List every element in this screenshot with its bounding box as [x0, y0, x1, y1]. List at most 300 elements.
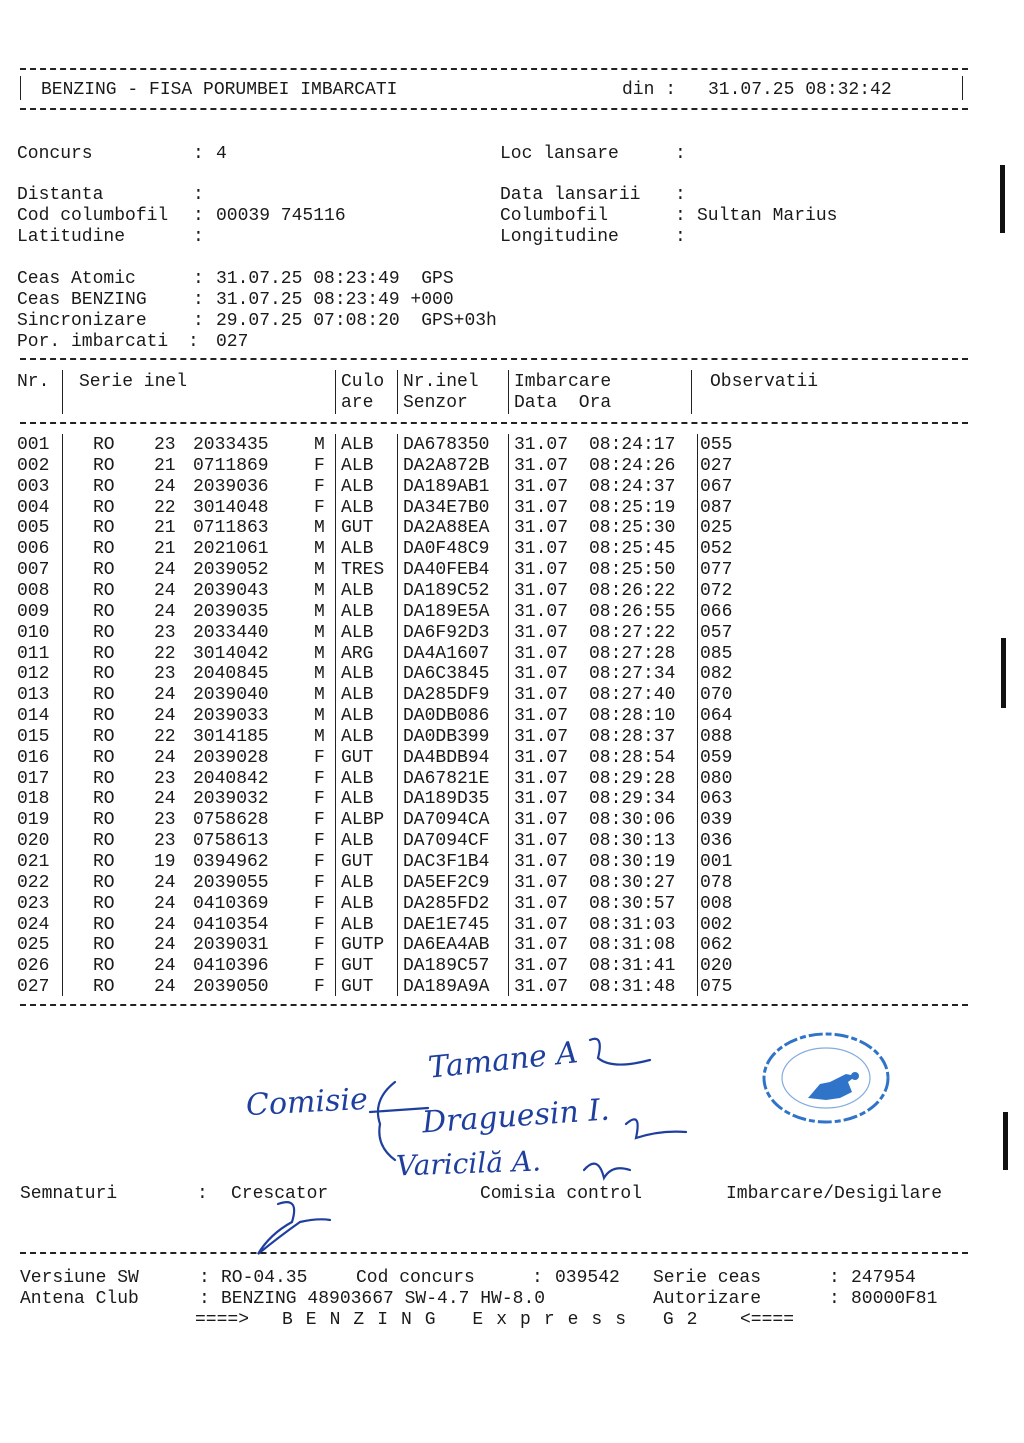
row-ring: 2039050	[193, 977, 269, 998]
latitudine-label: Latitudine	[17, 227, 126, 247]
cod-columbofil-label: Cod columbofil	[17, 206, 169, 226]
scan-mark	[1001, 638, 1006, 708]
sincronizare-label: Sincronizare	[17, 311, 147, 331]
row-sex: F	[314, 789, 325, 810]
row-date: 31.07	[514, 435, 569, 455]
row-obs: 070	[700, 685, 733, 706]
row-ring: 2039031	[193, 935, 269, 956]
row-sensor: DA6C3845	[403, 664, 490, 685]
row-ring: 2039035	[193, 601, 269, 622]
row-color: ARG	[341, 643, 374, 664]
row-year: 23	[154, 768, 176, 789]
row-ring: 0711869	[193, 455, 269, 476]
row-country: RO	[93, 914, 115, 935]
row-color: GUTP	[341, 935, 385, 956]
row-sensor: DA2A88EA	[403, 518, 490, 539]
row-time: 08:28:10	[589, 706, 676, 727]
row-ring: 3014048	[193, 497, 269, 518]
row-color: ALB	[341, 726, 374, 747]
row-sensor: DA6EA4AB	[403, 935, 490, 956]
row-sex: M	[314, 643, 325, 664]
row-obs: 039	[700, 810, 733, 831]
row-ring: 2021061	[193, 539, 269, 560]
row-ring: 3014185	[193, 726, 269, 747]
row-time: 08:28:37	[589, 726, 676, 747]
row-country: RO	[93, 831, 115, 852]
row-obs: 082	[700, 664, 733, 685]
row-sensor: DA189D35	[403, 789, 490, 810]
row-date: 31.07	[514, 560, 569, 581]
row-sex: M	[314, 560, 325, 581]
handwriting-comisie: Comisie	[245, 1081, 369, 1124]
row-color: GUT	[341, 747, 374, 768]
row-time: 08:26:55	[589, 601, 676, 622]
row-ring: 2039052	[193, 560, 269, 581]
row-nr: 023	[17, 893, 50, 914]
row-sex: F	[314, 768, 325, 789]
row-sensor: DA285DF9	[403, 685, 490, 706]
row-year: 24	[154, 685, 176, 706]
row-year: 19	[154, 852, 176, 872]
row-sensor: DA4A1607	[403, 643, 490, 664]
row-ring: 0711863	[193, 518, 269, 539]
row-nr: 022	[17, 872, 50, 893]
row-time: 08:24:26	[589, 455, 676, 476]
arrow-left: ====>	[195, 1310, 250, 1330]
row-sensor: DA0DB399	[403, 726, 490, 747]
col-observatii-header: Observatii	[710, 372, 819, 392]
row-year: 24	[154, 893, 176, 914]
row-nr: 020	[17, 831, 50, 852]
col-nrinel-header-2: Senzor	[403, 393, 468, 413]
antena-club-label: Antena Club	[20, 1289, 139, 1309]
row-sensor: DA5EF2C9	[403, 872, 490, 893]
row-color: ALB	[341, 768, 374, 789]
row-ring: 2040845	[193, 664, 269, 685]
row-sensor: DA189AB1	[403, 476, 490, 497]
row-date: 31.07	[514, 706, 569, 727]
row-nr: 019	[17, 810, 50, 831]
ceas-atomic-value: 31.07.25 08:23:49 GPS	[216, 269, 454, 289]
row-year: 24	[154, 956, 176, 977]
row-color: ALB	[341, 476, 374, 497]
row-ring: 2039055	[193, 872, 269, 893]
row-obs: 087	[700, 497, 733, 518]
row-sensor: DAC3F1B4	[403, 852, 490, 872]
row-color: GUT	[341, 977, 374, 998]
row-time: 08:25:30	[589, 518, 676, 539]
row-country: RO	[93, 956, 115, 977]
row-ring: 3014042	[193, 643, 269, 664]
row-time: 08:27:28	[589, 643, 676, 664]
row-ring: 2039036	[193, 476, 269, 497]
row-sex: M	[314, 580, 325, 601]
row-date: 31.07	[514, 580, 569, 601]
row-date: 31.07	[514, 643, 569, 664]
row-sex: F	[314, 747, 325, 768]
row-sex: F	[314, 956, 325, 977]
row-time: 08:27:34	[589, 664, 676, 685]
row-time: 08:27:22	[589, 622, 676, 643]
row-nr: 006	[17, 539, 50, 560]
row-year: 24	[154, 977, 176, 998]
cod-concurs-label: Cod concurs	[356, 1268, 475, 1288]
cod-concurs-value: 039542	[555, 1268, 620, 1288]
row-date: 31.07	[514, 601, 569, 622]
row-obs: 036	[700, 831, 733, 852]
row-ring: 2039032	[193, 789, 269, 810]
distanta-label: Distanta	[17, 185, 104, 205]
row-sensor: DA67821E	[403, 768, 490, 789]
por-imbarcati-value: 027	[216, 332, 249, 352]
row-sex: F	[314, 455, 325, 476]
row-nr: 009	[17, 601, 50, 622]
row-sex: F	[314, 893, 325, 914]
row-year: 24	[154, 747, 176, 768]
handwriting-line-1: Tamane A	[426, 1035, 580, 1086]
columbofil-value: Sultan Marius	[697, 206, 838, 226]
row-time: 08:24:37	[589, 476, 676, 497]
row-country: RO	[93, 810, 115, 831]
autorizare-label: Autorizare	[653, 1289, 762, 1309]
row-year: 23	[154, 622, 176, 643]
brand-banner: BENZING Express G2	[282, 1310, 711, 1330]
row-ring: 2033440	[193, 622, 269, 643]
row-country: RO	[93, 518, 115, 539]
row-obs: 085	[700, 643, 733, 664]
row-time: 08:29:34	[589, 789, 676, 810]
row-time: 08:31:48	[589, 977, 676, 998]
row-nr: 014	[17, 706, 50, 727]
row-year: 22	[154, 726, 176, 747]
row-year: 24	[154, 935, 176, 956]
row-color: ALB	[341, 539, 374, 560]
row-year: 22	[154, 643, 176, 664]
row-color: ALB	[341, 664, 374, 685]
row-year: 24	[154, 872, 176, 893]
row-sensor: DA0DB086	[403, 706, 490, 727]
row-year: 24	[154, 580, 176, 601]
scan-mark	[1000, 165, 1005, 233]
row-sex: F	[314, 977, 325, 998]
row-sensor: DA4BDB94	[403, 747, 490, 768]
row-color: ALB	[341, 706, 374, 727]
row-date: 31.07	[514, 476, 569, 497]
row-obs: 064	[700, 706, 733, 727]
row-ring: 0394962	[193, 852, 269, 872]
row-sex: M	[314, 435, 325, 455]
row-time: 08:31:03	[589, 914, 676, 935]
row-time: 08:26:22	[589, 580, 676, 601]
row-nr: 011	[17, 643, 50, 664]
row-time: 08:30:19	[589, 852, 676, 872]
autorizare-value: 80000F81	[851, 1289, 938, 1309]
row-nr: 021	[17, 852, 50, 872]
row-date: 31.07	[514, 664, 569, 685]
print-date-value: 31.07.25 08:32:42	[708, 80, 892, 100]
row-color: ALB	[341, 497, 374, 518]
row-color: ALB	[341, 872, 374, 893]
row-sex: F	[314, 914, 325, 935]
row-date: 31.07	[514, 455, 569, 476]
row-sex: M	[314, 518, 325, 539]
imbarcare-desigilare-label: Imbarcare/Desigilare	[726, 1184, 943, 1204]
row-nr: 027	[17, 977, 50, 998]
document-title: BENZING - FISA PORUMBEI IMBARCATI	[41, 80, 398, 100]
row-sex: M	[314, 622, 325, 643]
row-sex: F	[314, 810, 325, 831]
row-year: 23	[154, 810, 176, 831]
row-date: 31.07	[514, 685, 569, 706]
row-obs: 001	[700, 852, 733, 872]
row-obs: 002	[700, 914, 733, 935]
row-time: 08:29:28	[589, 768, 676, 789]
row-nr: 017	[17, 768, 50, 789]
row-time: 08:30:13	[589, 831, 676, 852]
row-sex: M	[314, 706, 325, 727]
col-culoare-header-1: Culo	[341, 372, 385, 392]
col-imbarcare-header-2: Data Ora	[514, 393, 612, 413]
row-obs: 025	[700, 518, 733, 539]
row-country: RO	[93, 726, 115, 747]
row-date: 31.07	[514, 852, 569, 872]
row-date: 31.07	[514, 539, 569, 560]
row-country: RO	[93, 580, 115, 601]
row-date: 31.07	[514, 789, 569, 810]
handwriting-line-3: Varicilă A.	[395, 1144, 542, 1183]
row-time: 08:25:45	[589, 539, 676, 560]
row-nr: 013	[17, 685, 50, 706]
row-obs: 088	[700, 726, 733, 747]
row-country: RO	[93, 872, 115, 893]
row-date: 31.07	[514, 747, 569, 768]
row-color: ALBP	[341, 810, 385, 831]
row-time: 08:25:50	[589, 560, 676, 581]
row-year: 24	[154, 476, 176, 497]
row-color: GUT	[341, 956, 374, 977]
row-sensor: DA2A872B	[403, 455, 490, 476]
col-serie-header: Serie inel	[79, 372, 188, 392]
row-year: 23	[154, 435, 176, 455]
row-date: 31.07	[514, 810, 569, 831]
row-sex: M	[314, 726, 325, 747]
row-sex: M	[314, 539, 325, 560]
row-time: 08:30:27	[589, 872, 676, 893]
row-time: 08:30:57	[589, 893, 676, 914]
row-color: ALB	[341, 622, 374, 643]
row-color: ALB	[341, 893, 374, 914]
row-obs: 080	[700, 768, 733, 789]
row-date: 31.07	[514, 914, 569, 935]
row-country: RO	[93, 768, 115, 789]
longitudine-label: Longitudine	[500, 227, 619, 247]
row-year: 24	[154, 560, 176, 581]
row-color: ALB	[341, 601, 374, 622]
row-sensor: DA0F48C9	[403, 539, 490, 560]
row-sensor: DA189E5A	[403, 601, 490, 622]
row-date: 31.07	[514, 872, 569, 893]
row-obs: 078	[700, 872, 733, 893]
row-obs: 059	[700, 747, 733, 768]
row-sensor: DA285FD2	[403, 893, 490, 914]
row-sensor: DA678350	[403, 435, 490, 455]
row-ring: 2039033	[193, 706, 269, 727]
print-date-label: din :	[622, 80, 677, 100]
row-obs: 052	[700, 539, 733, 560]
row-obs: 072	[700, 580, 733, 601]
row-country: RO	[93, 893, 115, 914]
row-country: RO	[93, 622, 115, 643]
row-year: 23	[154, 664, 176, 685]
row-year: 24	[154, 789, 176, 810]
row-sex: F	[314, 935, 325, 956]
row-date: 31.07	[514, 956, 569, 977]
handwriting-line-2: Draguesin I.	[420, 1092, 611, 1141]
row-time: 08:24:17	[589, 435, 676, 455]
semnaturi-label: Semnaturi	[20, 1184, 118, 1204]
row-date: 31.07	[514, 518, 569, 539]
row-date: 31.07	[514, 893, 569, 914]
row-date: 31.07	[514, 768, 569, 789]
ceas-benzing-value: 31.07.25 08:23:49 +000	[216, 290, 454, 310]
row-color: ALB	[341, 580, 374, 601]
row-country: RO	[93, 643, 115, 664]
row-nr: 018	[17, 789, 50, 810]
concurs-value: 4	[216, 144, 227, 164]
row-color: ALB	[341, 685, 374, 706]
row-sex: F	[314, 476, 325, 497]
serie-ceas-label: Serie ceas	[653, 1268, 762, 1288]
sincronizare-value: 29.07.25 07:08:20 GPS+03h	[216, 311, 497, 331]
row-obs: 062	[700, 935, 733, 956]
ceas-benzing-label: Ceas BENZING	[17, 290, 147, 310]
row-color: TRES	[341, 560, 385, 581]
row-obs: 020	[700, 956, 733, 977]
row-nr: 010	[17, 622, 50, 643]
row-date: 31.07	[514, 831, 569, 852]
row-year: 22	[154, 497, 176, 518]
row-color: GUT	[341, 518, 374, 539]
row-country: RO	[93, 539, 115, 560]
row-country: RO	[93, 706, 115, 727]
row-date: 31.07	[514, 977, 569, 998]
cod-columbofil-value: 00039 745116	[216, 206, 346, 226]
row-year: 24	[154, 706, 176, 727]
row-nr: 002	[17, 455, 50, 476]
row-year: 23	[154, 831, 176, 852]
row-ring: 0410396	[193, 956, 269, 977]
col-nr-header: Nr.	[17, 372, 50, 392]
row-sex: F	[314, 831, 325, 852]
row-sex: M	[314, 664, 325, 685]
row-country: RO	[93, 935, 115, 956]
versiune-value: RO-04.35	[221, 1268, 308, 1288]
row-sensor: DA40FEB4	[403, 560, 490, 581]
row-nr: 015	[17, 726, 50, 747]
arrow-right: <====	[740, 1310, 795, 1330]
row-sex: F	[314, 852, 325, 872]
columbofil-label: Columbofil	[500, 206, 609, 226]
loc-lansare-label: Loc lansare	[500, 144, 619, 164]
row-color: ALB	[341, 831, 374, 852]
row-sensor: DA6F92D3	[403, 622, 490, 643]
row-nr: 016	[17, 747, 50, 768]
row-nr: 001	[17, 435, 50, 455]
col-nrinel-header-1: Nr.inel	[403, 372, 479, 392]
row-ring: 2033435	[193, 435, 269, 455]
row-sensor: DA7094CA	[403, 810, 490, 831]
por-imbarcati-label: Por. imbarcati	[17, 332, 169, 352]
row-sensor: DA34E7B0	[403, 497, 490, 518]
row-sex: F	[314, 872, 325, 893]
row-nr: 026	[17, 956, 50, 977]
row-nr: 012	[17, 664, 50, 685]
row-country: RO	[93, 747, 115, 768]
row-obs: 027	[700, 455, 733, 476]
row-country: RO	[93, 560, 115, 581]
row-country: RO	[93, 601, 115, 622]
row-ring: 2039040	[193, 685, 269, 706]
row-obs: 077	[700, 560, 733, 581]
row-time: 08:31:41	[589, 956, 676, 977]
crescator-label: Crescator	[231, 1184, 329, 1204]
row-country: RO	[93, 476, 115, 497]
row-nr: 004	[17, 497, 50, 518]
concurs-label: Concurs	[17, 144, 93, 164]
row-time: 08:27:40	[589, 685, 676, 706]
scan-mark	[1003, 1112, 1008, 1170]
row-sex: M	[314, 685, 325, 706]
row-time: 08:28:54	[589, 747, 676, 768]
row-country: RO	[93, 977, 115, 998]
row-country: RO	[93, 852, 115, 872]
antena-club-value: BENZING 48903667 SW-4.7 HW-8.0	[221, 1289, 546, 1309]
row-nr: 003	[17, 476, 50, 497]
row-color: ALB	[341, 914, 374, 935]
row-date: 31.07	[514, 622, 569, 643]
row-obs: 057	[700, 622, 733, 643]
row-country: RO	[93, 685, 115, 706]
row-nr: 008	[17, 580, 50, 601]
row-sensor: DA189C57	[403, 956, 490, 977]
row-sensor: DA189A9A	[403, 977, 490, 998]
row-time: 08:30:06	[589, 810, 676, 831]
row-ring: 0758628	[193, 810, 269, 831]
row-obs: 055	[700, 435, 733, 455]
data-lansarii-label: Data lansarii	[500, 185, 641, 205]
row-year: 21	[154, 455, 176, 476]
versiune-label: Versiune SW	[20, 1268, 139, 1288]
row-nr: 024	[17, 914, 50, 935]
row-sensor: DA189C52	[403, 580, 490, 601]
row-obs: 075	[700, 977, 733, 998]
row-year: 24	[154, 914, 176, 935]
row-obs: 008	[700, 893, 733, 914]
row-obs: 063	[700, 789, 733, 810]
serie-ceas-value: 247954	[851, 1268, 916, 1288]
row-country: RO	[93, 435, 115, 455]
row-date: 31.07	[514, 935, 569, 956]
row-color: ALB	[341, 455, 374, 476]
row-date: 31.07	[514, 497, 569, 518]
row-year: 21	[154, 539, 176, 560]
row-time: 08:25:19	[589, 497, 676, 518]
row-ring: 2039028	[193, 747, 269, 768]
row-country: RO	[93, 789, 115, 810]
row-time: 08:31:08	[589, 935, 676, 956]
row-country: RO	[93, 455, 115, 476]
ceas-atomic-label: Ceas Atomic	[17, 269, 136, 289]
